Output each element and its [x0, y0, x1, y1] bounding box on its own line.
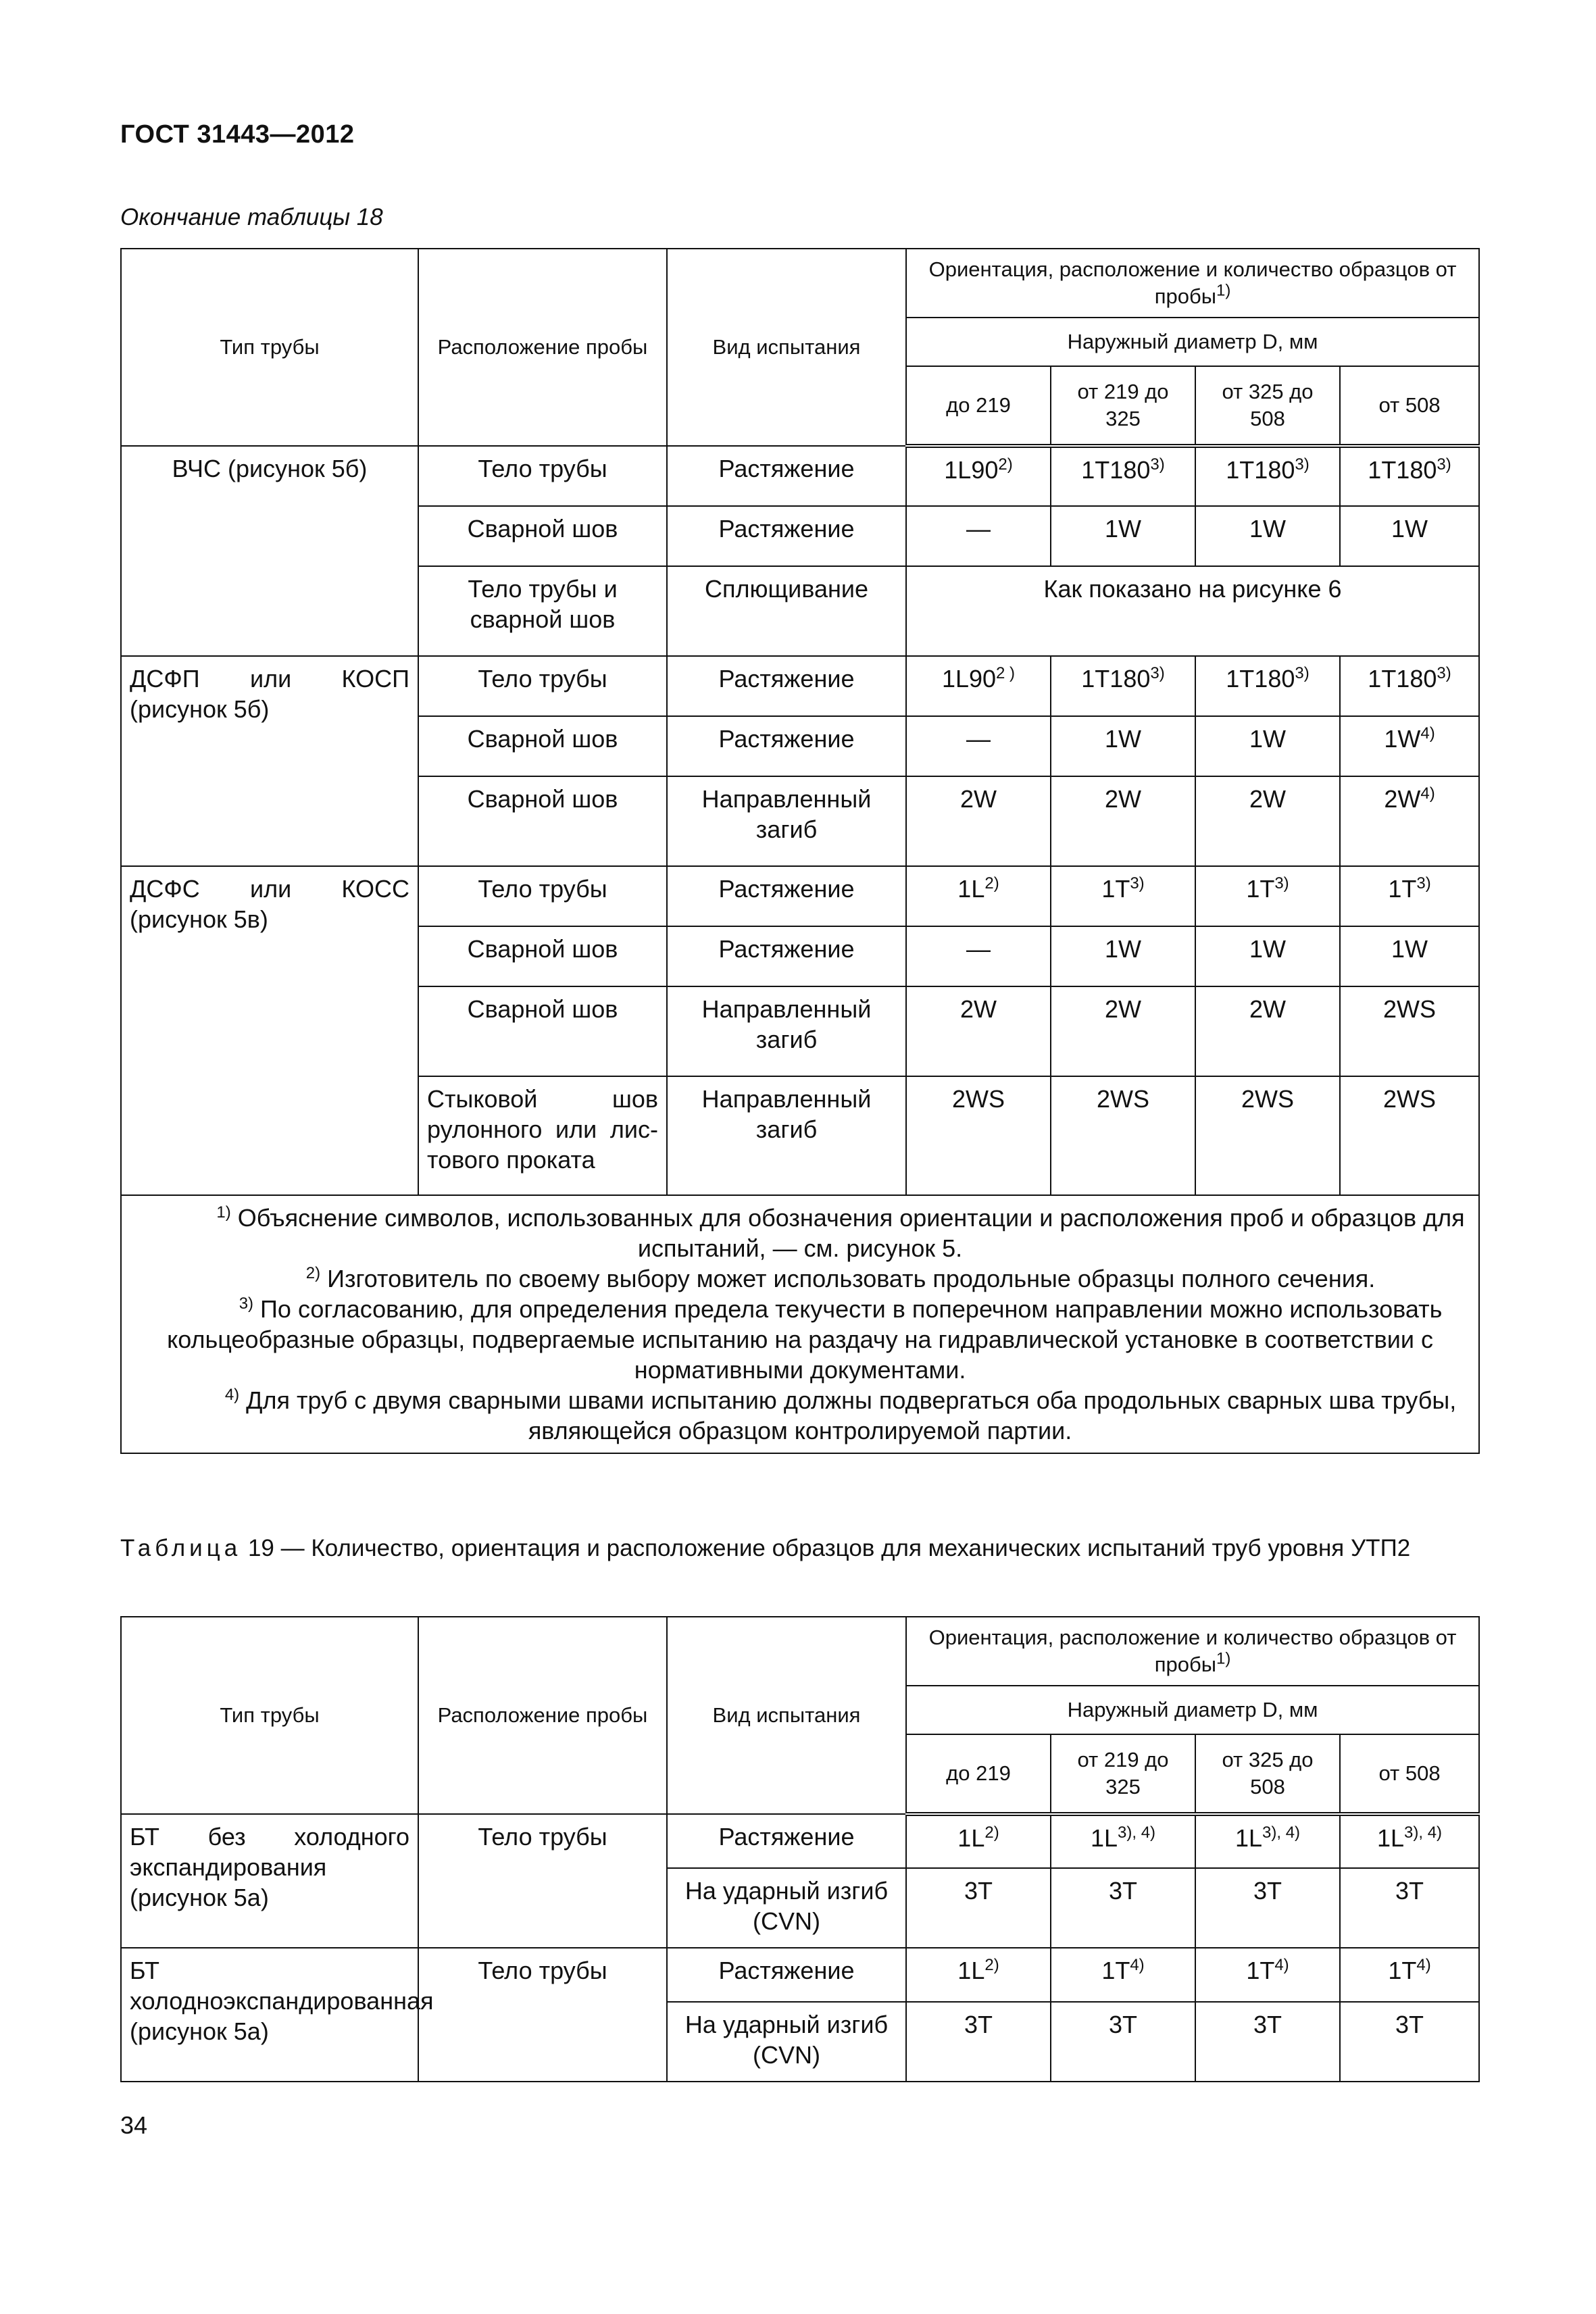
value-cell: 3T [906, 2002, 1051, 2082]
test-cell: Растяжение [667, 1948, 906, 2002]
table-notes [121, 1195, 1479, 1453]
col-header-test-type: Вид испытания [667, 249, 906, 446]
footnote-ref: 1) [1216, 1649, 1231, 1668]
document-header: ГОСТ 31443—2012 [120, 120, 355, 149]
location-cell: Тело трубы [418, 866, 667, 926]
value-cell: 2WS [1340, 986, 1479, 1076]
value-cell: 2W [906, 986, 1051, 1076]
value-cell: $1T^{3)}$ [1195, 866, 1340, 926]
value-cell: 1T180$^{3)}$ [1340, 446, 1479, 506]
test-cell: Растяжение [667, 656, 906, 716]
value-cell: 3T [1195, 2002, 1340, 2082]
col-header-d2: от 219 до 325 [1051, 1734, 1195, 1814]
col-header-d1: до 219 [906, 366, 1051, 446]
value-cell: 1W [1340, 926, 1479, 986]
col-header-d2: от 219 до 325 [1051, 366, 1195, 446]
value-cell: 2W [1051, 776, 1195, 866]
value-cell: $1T^{4)}$ [1051, 1948, 1195, 2002]
value-cell: $1L^{2)}$ [906, 1948, 1051, 2002]
test-cell: Растяжение [667, 926, 906, 986]
value-cell: — [906, 716, 1051, 776]
location-cell: Сварной шов [418, 506, 667, 566]
col-header-d3: от 325 до 508 [1195, 1734, 1340, 1814]
test-cell: Направленный загиб [667, 776, 906, 866]
value-cell: 3T [1340, 2002, 1479, 2082]
table-19-caption [120, 1532, 1478, 1565]
col-header-test-type: Вид испытания [667, 1617, 906, 1814]
col-header-pipe-type: Тип трубы [121, 249, 418, 446]
value-cell: 1W [1340, 506, 1479, 566]
merged-value-cell: Как показано на рисунке 6 [906, 566, 1479, 656]
col-header-location: Расположение пробы [418, 1617, 667, 1814]
note-4: $^{4)}$ Для труб с двумя сварными швами испытанию должны подвергаться оба продольных сварных шва трубы, являющейся образцом контролируемой партии. [224, 1386, 1457, 1444]
value-cell: 1W [1051, 716, 1195, 776]
value-cell: 1W [1051, 926, 1195, 986]
col-header-d4: от 508 [1340, 1734, 1479, 1814]
test-cell: На ударный изгиб (CVN) [667, 1868, 906, 1948]
value-cell: — [906, 926, 1051, 986]
test-cell: Сплющивание [667, 566, 906, 656]
location-cell: Тело трубы и сварной шов [418, 566, 667, 656]
col-header-diameter: Наружный диаметр D, мм [906, 318, 1479, 366]
location-cell: Сварной шов [418, 776, 667, 866]
note-3: $^{3)}$ По согласованию, для определения предела текучести в поперечном направлении можно использовать кольцеобразные образцы, подвергаемые испытанию на раздачу на гидравлической установке в соответствии с нормативными документами. [167, 1294, 1443, 1384]
table-18 [120, 248, 1480, 1454]
value-cell: $1T^{3)}$ [1340, 866, 1479, 926]
value-cell: 2W [906, 776, 1051, 866]
value-cell: 2W [1195, 776, 1340, 866]
pipe-type-cell: БТ без холодного экспандирования (рисунок 5а) [121, 1814, 418, 1948]
table-19-title: 19 — Количество, ориентация и расположение образцов для механических испытаний труб уровня УТП2 [241, 1535, 1411, 1561]
pipe-type-cell: ВЧС (рисунок 5б) [121, 446, 418, 656]
value-cell: 3T [1340, 1868, 1479, 1948]
col-header-orientation [906, 1617, 1479, 1686]
test-cell: Направленный загиб [667, 1076, 906, 1195]
value-cell: 2WS [1195, 1076, 1340, 1195]
value-cell: 2W [1195, 986, 1340, 1076]
value-cell: 1W [1195, 716, 1340, 776]
value-cell: 1W [1195, 506, 1340, 566]
col-header-d4: от 508 [1340, 366, 1479, 446]
page-number: 34 [120, 2111, 148, 2139]
note-1: $^{1)}$ Объяснение символов, использованных для обозначения ориентации и расположения проб и образцов для испытаний, — см. рисунок 5. [216, 1203, 1465, 1262]
orientation-text: Ориентация, расположение и количество образцов от пробы [928, 1626, 1457, 1676]
location-cell: Тело трубы [418, 656, 667, 716]
location-cell: Тело трубы [418, 1948, 667, 2082]
value-cell: $1L^{2)}$ [906, 1814, 1051, 1868]
location-cell: Сварной шов [418, 716, 667, 776]
value-cell: $1L^{3), 4)}$ [1340, 1814, 1479, 1868]
value-cell: $1T^{3)}$ [1051, 866, 1195, 926]
orientation-text: Ориентация, расположение и количество образцов от пробы [928, 257, 1457, 308]
value-cell: 1T180$^{3)}$ [1195, 446, 1340, 506]
value-cell: 2WS [1340, 1076, 1479, 1195]
value-cell: 1T180$^{3)}$ [1051, 656, 1195, 716]
location-cell: Тело трубы [418, 1814, 667, 1948]
test-cell: Растяжение [667, 446, 906, 506]
value-cell: 2WS [906, 1076, 1051, 1195]
test-cell: Направленный загиб [667, 986, 906, 1076]
col-header-orientation [906, 249, 1479, 318]
test-cell: Растяжение [667, 716, 906, 776]
col-header-diameter: Наружный диаметр D, мм [906, 1686, 1479, 1734]
value-cell: $1T^{4)}$ [1195, 1948, 1340, 2002]
value-cell: $1L^{3), 4)}$ [1051, 1814, 1195, 1868]
footnote-ref: 1) [1216, 281, 1231, 300]
value-cell: 1T180$^{3)}$ [1195, 656, 1340, 716]
note-2: $^{2)}$ Изготовитель по своему выбору может использовать продольные образцы полного сечения. [305, 1264, 1376, 1292]
value-cell: 1T180$^{3)}$ [1340, 656, 1479, 716]
value-cell: — [906, 506, 1051, 566]
value-cell: 1W [1051, 506, 1195, 566]
value-cell: 2W [1051, 986, 1195, 1076]
value-cell: 3T [1051, 2002, 1195, 2082]
value-cell: 3T [1195, 1868, 1340, 1948]
value-cell: 1T180$^{3)}$ [1051, 446, 1195, 506]
pipe-type-cell: ДСФП или КОСП (рисунок 5б) [121, 656, 418, 866]
value-cell: $1L^{2)}$ [906, 866, 1051, 926]
value-cell: 3T [1051, 1868, 1195, 1948]
value-cell: $2W^{4)}$ [1340, 776, 1479, 866]
col-header-pipe-type: Тип трубы [121, 1617, 418, 1814]
table-word: Таблица [120, 1535, 242, 1561]
location-cell: Сварной шов [418, 986, 667, 1076]
col-header-d1: до 219 [906, 1734, 1051, 1814]
value-cell: $1W^{4)}$ [1340, 716, 1479, 776]
location-cell: Тело трубы [418, 446, 667, 506]
value-cell: 2WS [1051, 1076, 1195, 1195]
location-cell: Стыковой шов рулонного или лис-тового проката [418, 1076, 667, 1195]
value-cell: 1L90$^{2)}$ [906, 446, 1051, 506]
table-19 [120, 1616, 1480, 2082]
table-continuation-caption: Окончание таблицы 18 [120, 204, 383, 230]
value-cell: $1T^{4)}$ [1340, 1948, 1479, 2002]
value-cell: 3T [906, 1868, 1051, 1948]
col-header-d3: от 325 до 508 [1195, 366, 1340, 446]
pipe-type-cell: ДСФС или КОСС (рисунок 5в) [121, 866, 418, 1195]
pipe-type-cell: БТ холодноэкспандированная (рисунок 5а) [121, 1948, 418, 2082]
value-cell: $1L^{3), 4)}$ [1195, 1814, 1340, 1868]
location-cell: Сварной шов [418, 926, 667, 986]
test-cell: Растяжение [667, 1814, 906, 1868]
test-cell: Растяжение [667, 866, 906, 926]
value-cell: $1L90^{2 )}$ [906, 656, 1051, 716]
value-cell: 1W [1195, 926, 1340, 986]
test-cell: Растяжение [667, 506, 906, 566]
test-cell: На ударный изгиб (CVN) [667, 2002, 906, 2082]
col-header-location: Расположение пробы [418, 249, 667, 446]
